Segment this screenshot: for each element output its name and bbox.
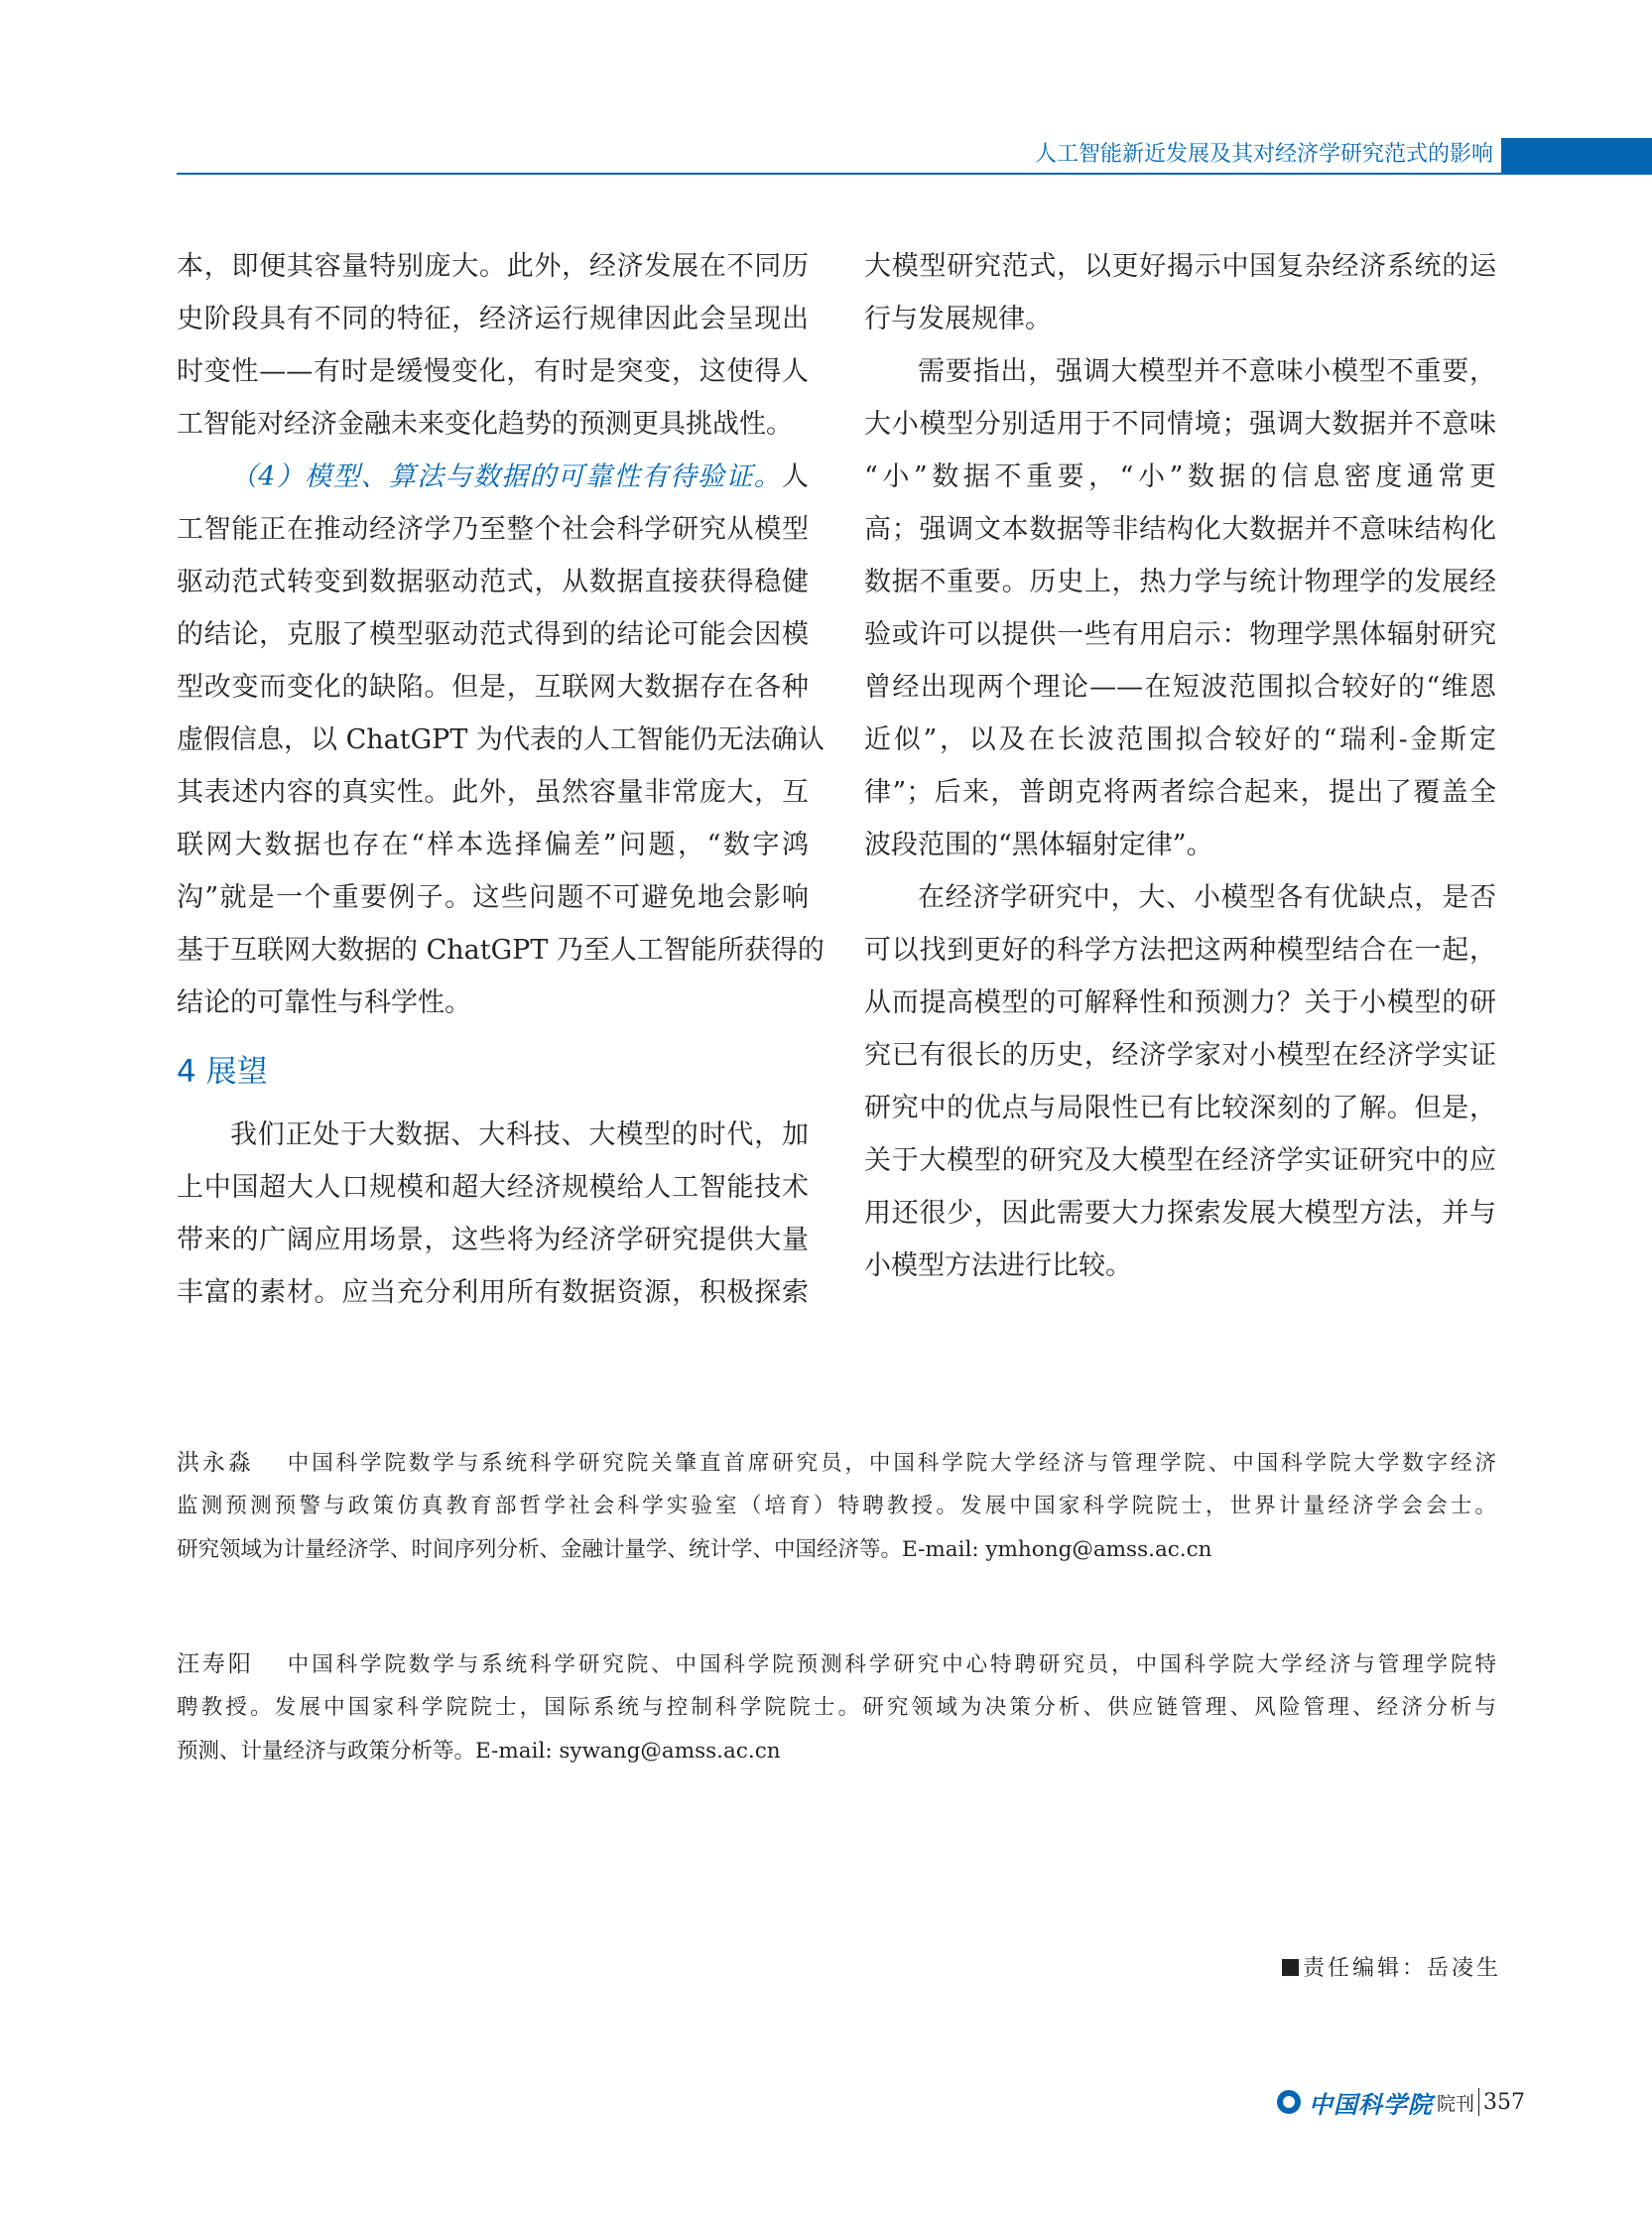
header-color-block (1501, 138, 1652, 175)
text-line (864, 293, 1496, 345)
text-line (177, 398, 809, 451)
line-text: 驱动范式转变到数据驱动范式，从数据直接获得稳健 (177, 567, 809, 597)
cas-emblem-icon (1277, 2090, 1301, 2114)
line-text: 行与发展规律。 (864, 304, 1052, 334)
line-text: 联网大数据也存在“样本选择偏差”问题，“数字鸿 (177, 830, 809, 860)
line-text: 虚假信息，以 ChatGPT 为代表的人工智能仍无法确认 (177, 724, 825, 755)
line-text: 需要指出，强调大模型并不意味小模型不重要， (918, 356, 1496, 387)
text-line (177, 503, 809, 556)
bio-line (177, 1686, 1496, 1730)
text-line (864, 398, 1496, 451)
text-line (177, 871, 809, 924)
line-text: 带来的广阔应用场景，这些将为经济学研究提供大量 (177, 1225, 809, 1255)
line-text: 的结论，克服了模型驱动范式得到的结论可能会因模 (177, 619, 809, 650)
text-line (864, 661, 1496, 714)
line-text: 工智能正在推动经济学乃至整个社会科学研究从模型 (177, 514, 809, 545)
text-line (864, 608, 1496, 661)
line-text: 其表述内容的真实性。此外，虽然容量非常庞大，互 (177, 777, 809, 808)
square-bullet-icon (1282, 1959, 1299, 1976)
line-text: 基于互联网大数据的 ChatGPT 乃至人工智能所获得的 (177, 935, 825, 966)
running-title: 人工智能新近发展及其对经济学研究范式的影响 (1034, 142, 1493, 167)
line-text: 验或许可以提供一些有用启示：物理学黑体辐射研究 (864, 619, 1496, 650)
footer-divider (1478, 2088, 1479, 2116)
text-line (177, 819, 809, 871)
text-line (864, 871, 1496, 924)
text-line (177, 345, 809, 398)
line-text: 丰富的素材。应当充分利用所有数据资源，积极探索 (177, 1277, 809, 1308)
bio-line (177, 1528, 1496, 1572)
page-number: 357 (1483, 2089, 1526, 2115)
line-text: 高；强调文本数据等非结构化大数据并不意味结构化 (864, 514, 1496, 545)
text-line (864, 977, 1496, 1029)
text-line (177, 293, 809, 345)
line-text: 本，即便其容量特别庞大。此外，经济发展在不同历 (177, 251, 809, 282)
bio-line (177, 1441, 1496, 1485)
line-text: 工智能对经济金融未来变化趋势的预测更具挑战性。 (177, 409, 793, 440)
line-text: 从而提高模型的可解释性和预测力？关于小模型的研 (864, 987, 1496, 1018)
line-text: 研究中的优点与局限性已有比较深刻的了解。但是， (864, 1093, 1496, 1123)
line-text: 曾经出现两个理论——在短波范围拟合较好的“维恩 (864, 672, 1496, 703)
bio-text: 监测预测预警与政策仿真教育部哲学社会科学实验室（培育）特聘教授。发展中国家科学院院士，世界计量经济学会会士。 (177, 1494, 1496, 1518)
author-name: 洪永淼 (177, 1450, 254, 1476)
journal-label: 院刊 (1437, 2092, 1475, 2115)
text-line (864, 1187, 1496, 1240)
emphasis-text: （4）模型、算法与数据的可靠性有待验证。 (230, 461, 782, 492)
author-bio-hong (177, 1441, 1496, 1572)
text-line (864, 766, 1496, 819)
text-line (177, 240, 809, 293)
text-line (177, 556, 809, 608)
bio-text: 预测、计量经济与政策分析等。E-mail: sywang@amss.ac.cn (177, 1739, 781, 1764)
text-line (177, 766, 809, 819)
line-text: 可以找到更好的科学方法把这两种模型结合在一起， (864, 935, 1496, 966)
page-footer (1277, 2082, 1525, 2122)
bio-line (177, 1642, 1496, 1686)
bio-line (177, 1485, 1496, 1528)
line-text: 人 (782, 461, 809, 492)
line-text: 大模型研究范式，以更好揭示中国复杂经济系统的运 (864, 251, 1496, 282)
line-text: 究已有很长的历史，经济学家对小模型在经济学实证 (864, 1040, 1496, 1071)
line-text: 时变性——有时是缓慢变化，有时是突变，这使得人 (177, 356, 809, 387)
text-line (177, 661, 809, 714)
text-line (864, 556, 1496, 608)
line-text: 关于大模型的研究及大模型在经济学实证研究中的应 (864, 1145, 1496, 1176)
bio-line (177, 1730, 1496, 1773)
line-text: “小”数据不重要，“小”数据的信息密度通常更 (864, 461, 1496, 492)
text-line (177, 714, 825, 766)
section-heading: 4 展望 (177, 1054, 268, 1090)
text-line (864, 1029, 1496, 1082)
line-text: 大小模型分别适用于不同情境；强调大数据并不意味 (864, 409, 1496, 440)
text-line (864, 1240, 1496, 1292)
line-text: 上中国超大人口规模和超大经济规模给人工智能技术 (177, 1172, 809, 1203)
text-line (864, 819, 1496, 871)
bio-text: 中国科学院数学与系统科学研究院、中国科学院预测科学研究中心特聘研究员，中国科学院大学经济与管理学院特 (287, 1652, 1497, 1677)
header-rule (177, 173, 1501, 175)
text-line (864, 451, 1496, 503)
text-line (864, 1082, 1496, 1134)
bio-text: 中国科学院数学与系统科学研究院关肇直首席研究员，中国科学院大学经济与管理学院、中国科学院大学数字经济 (287, 1451, 1497, 1476)
line-text: 型改变而变化的缺陷。但是，互联网大数据存在各种 (177, 672, 809, 703)
cas-logo-text: 中国科学院 (1309, 2089, 1433, 2119)
line-text: 用还很少，因此需要大力探索发展大模型方法，并与 (864, 1198, 1496, 1229)
line-text: 史阶段具有不同的特征，经济运行规律因此会呈现出 (177, 304, 809, 334)
line-text: 在经济学研究中，大、小模型各有优缺点，是否 (918, 882, 1496, 913)
text-line (864, 503, 1496, 556)
text-line (864, 240, 1496, 293)
text-line (177, 977, 809, 1029)
text-line (177, 1214, 809, 1266)
text-line (177, 924, 825, 977)
line-text: 数据不重要。历史上，热力学与统计物理学的发展经 (864, 567, 1496, 597)
right-column (864, 240, 1496, 1292)
line-text: 小模型方法进行比较。 (864, 1250, 1132, 1281)
responsible-editor (1282, 1951, 1501, 1982)
text-line (177, 1161, 809, 1214)
editor-text: 责任编辑：岳凌生 (1303, 1956, 1502, 1981)
line-text: 律”；后来，普朗克将两者综合起来，提出了覆盖全 (864, 777, 1496, 808)
text-line (864, 1134, 1496, 1187)
text-line (177, 1109, 809, 1161)
left-column (177, 240, 825, 1319)
line-text: 近似”，以及在长波范围拟合较好的“瑞利-金斯定 (864, 724, 1496, 755)
line-text: 沟”就是一个重要例子。这些问题不可避免地会影响 (177, 882, 809, 913)
text-line (864, 345, 1496, 398)
bio-text: 聘教授。发展中国家科学院院士，国际系统与控制科学院院士。研究领域为决策分析、供应链管理、风险管理、经济分析与 (177, 1695, 1496, 1720)
text-line (177, 608, 809, 661)
author-bio-wang (177, 1642, 1496, 1773)
text-line (177, 1266, 809, 1319)
bio-text: 研究领域为计量经济学、时间序列分析、金融计量学、统计学、中国经济等。E-mail: ymhong@amss.ac.cn (177, 1537, 1212, 1562)
line-text: 我们正处于大数据、大科技、大模型的时代，加 (230, 1119, 809, 1150)
line-text: 结论的可靠性与科学性。 (177, 987, 471, 1018)
text-line (864, 714, 1496, 766)
text-line (864, 924, 1496, 977)
line-text: 波段范围的“黑体辐射定律”。 (864, 830, 1213, 860)
author-name: 汪寿阳 (177, 1651, 254, 1677)
text-line (177, 451, 809, 503)
